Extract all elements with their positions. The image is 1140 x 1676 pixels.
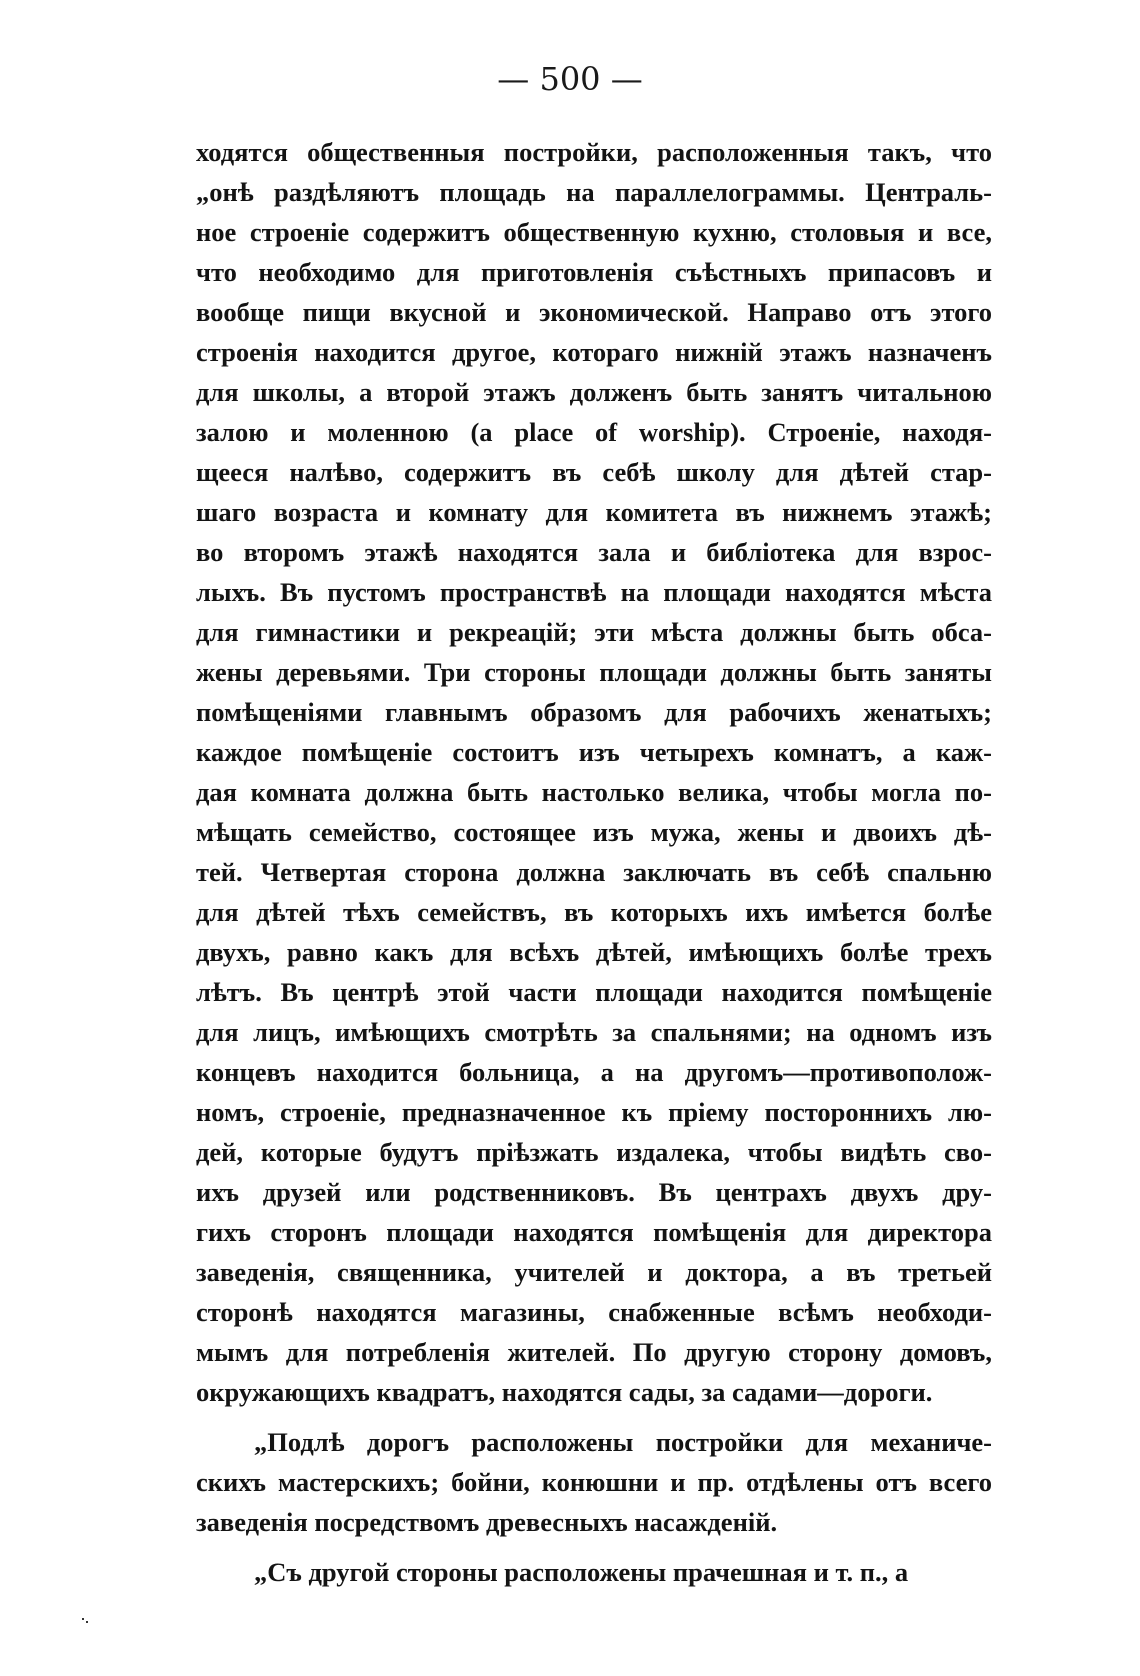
text-line: строенія находится другое, котораго нижній этажъ назначенъ — [196, 337, 992, 367]
paragraph-gap — [196, 1412, 992, 1422]
text-line: заведенія, священника, учителей и доктора, а въ третьей — [196, 1257, 992, 1287]
text-line: „Съ другой стороны расположены прачешная и т. п., а — [254, 1557, 909, 1587]
text-line: сторонѣ находятся магазины, снабженные всѣмъ необходи- — [196, 1297, 992, 1327]
page-number: — 500 — — [497, 60, 643, 98]
text-line: концевъ находится больница, а на другомъ—противополож- — [196, 1057, 992, 1087]
text-line: для лицъ, имѣющихъ смотрѣть за спальнями; на одномъ изъ — [196, 1017, 992, 1047]
paragraph-gap — [196, 1542, 992, 1552]
text-line: заведенія посредствомъ древесныхъ насажденій. — [196, 1507, 778, 1537]
text-line: вообще пищи вкусной и экономической. Направо отъ этого — [196, 297, 992, 327]
text-line: жены деревьями. Три стороны площади должны быть заняты — [196, 657, 992, 687]
text-line: мѣщать семейство, состоящее изъ мужа, жены и двоихъ дѣ- — [196, 817, 992, 847]
text-line: ихъ друзей или родственниковъ. Въ центрахъ двухъ дру- — [196, 1177, 992, 1207]
text-line: что необходимо для приготовленія съѣстныхъ припасовъ и — [196, 257, 992, 287]
text-line: для школы, а второй этажъ долженъ быть занятъ читальною — [196, 377, 992, 407]
text-line: номъ, строеніе, предназначенное къ пріему постороннихъ лю- — [196, 1097, 992, 1127]
text-line: во второмъ этажѣ находятся зала и библіотека для взрос- — [196, 537, 992, 567]
text-line: „онѣ раздѣляютъ площадь на параллелограммы. Централь- — [196, 177, 992, 207]
paragraph — [196, 1552, 992, 1592]
text-line: окружающихъ квадратъ, находятся сады, за садами—дороги. — [196, 1377, 933, 1407]
text-line: лѣтъ. Въ центрѣ этой части площади находится помѣщеніе — [196, 977, 992, 1007]
text-line: дей, которые будутъ пріѣзжать издалека, чтобы видѣть сво- — [196, 1137, 992, 1167]
text-line: залою и моленною (a place of worship). Строеніе, находя- — [196, 417, 992, 447]
text-line: помѣщеніями главнымъ образомъ для рабочихъ женатыхъ; — [196, 697, 992, 727]
paragraph — [196, 1422, 992, 1542]
text-line: ходятся общественныя постройки, расположенныя такъ, что — [196, 137, 992, 167]
text-line: скихъ мастерскихъ; бойни, конюшни и пр. отдѣлены отъ всего — [196, 1467, 992, 1497]
text-line: для гимнастики и рекреацій; эти мѣста должны быть обса- — [196, 617, 992, 647]
text-line: „Подлѣ дорогъ расположены постройки для механиче- — [254, 1427, 992, 1457]
body-text — [196, 132, 992, 1592]
text-line: лыхъ. Въ пустомъ пространствѣ на площади находятся мѣста — [196, 577, 992, 607]
text-line: гихъ сторонъ площади находятся помѣщенія для директора — [196, 1217, 992, 1247]
text-line: щееся налѣво, содержитъ въ себѣ школу для дѣтей стар- — [196, 457, 992, 487]
text-line: мымъ для потребленія жителей. По другую сторону домовъ, — [196, 1337, 992, 1367]
text-line: для дѣтей тѣхъ семействъ, въ которыхъ ихъ имѣется болѣе — [196, 897, 992, 927]
paragraph — [196, 132, 992, 1412]
text-line: шаго возраста и комнату для комитета въ нижнемъ этажѣ; — [196, 497, 992, 527]
text-line: двухъ, равно какъ для всѣхъ дѣтей, имѣющихъ болѣе трехъ — [196, 937, 992, 967]
text-line: тей. Четвертая сторона должна заключать въ себѣ спальню — [196, 857, 992, 887]
text-line: каждое помѣщеніе состоитъ изъ четырехъ комнатъ, а каж- — [196, 737, 992, 767]
paper-specks — [82, 1618, 90, 1624]
text-line: ное строеніе содержитъ общественную кухню, столовыя и все, — [196, 217, 992, 247]
text-line: дая комната должна быть настолько велика, чтобы могла по- — [196, 777, 992, 807]
